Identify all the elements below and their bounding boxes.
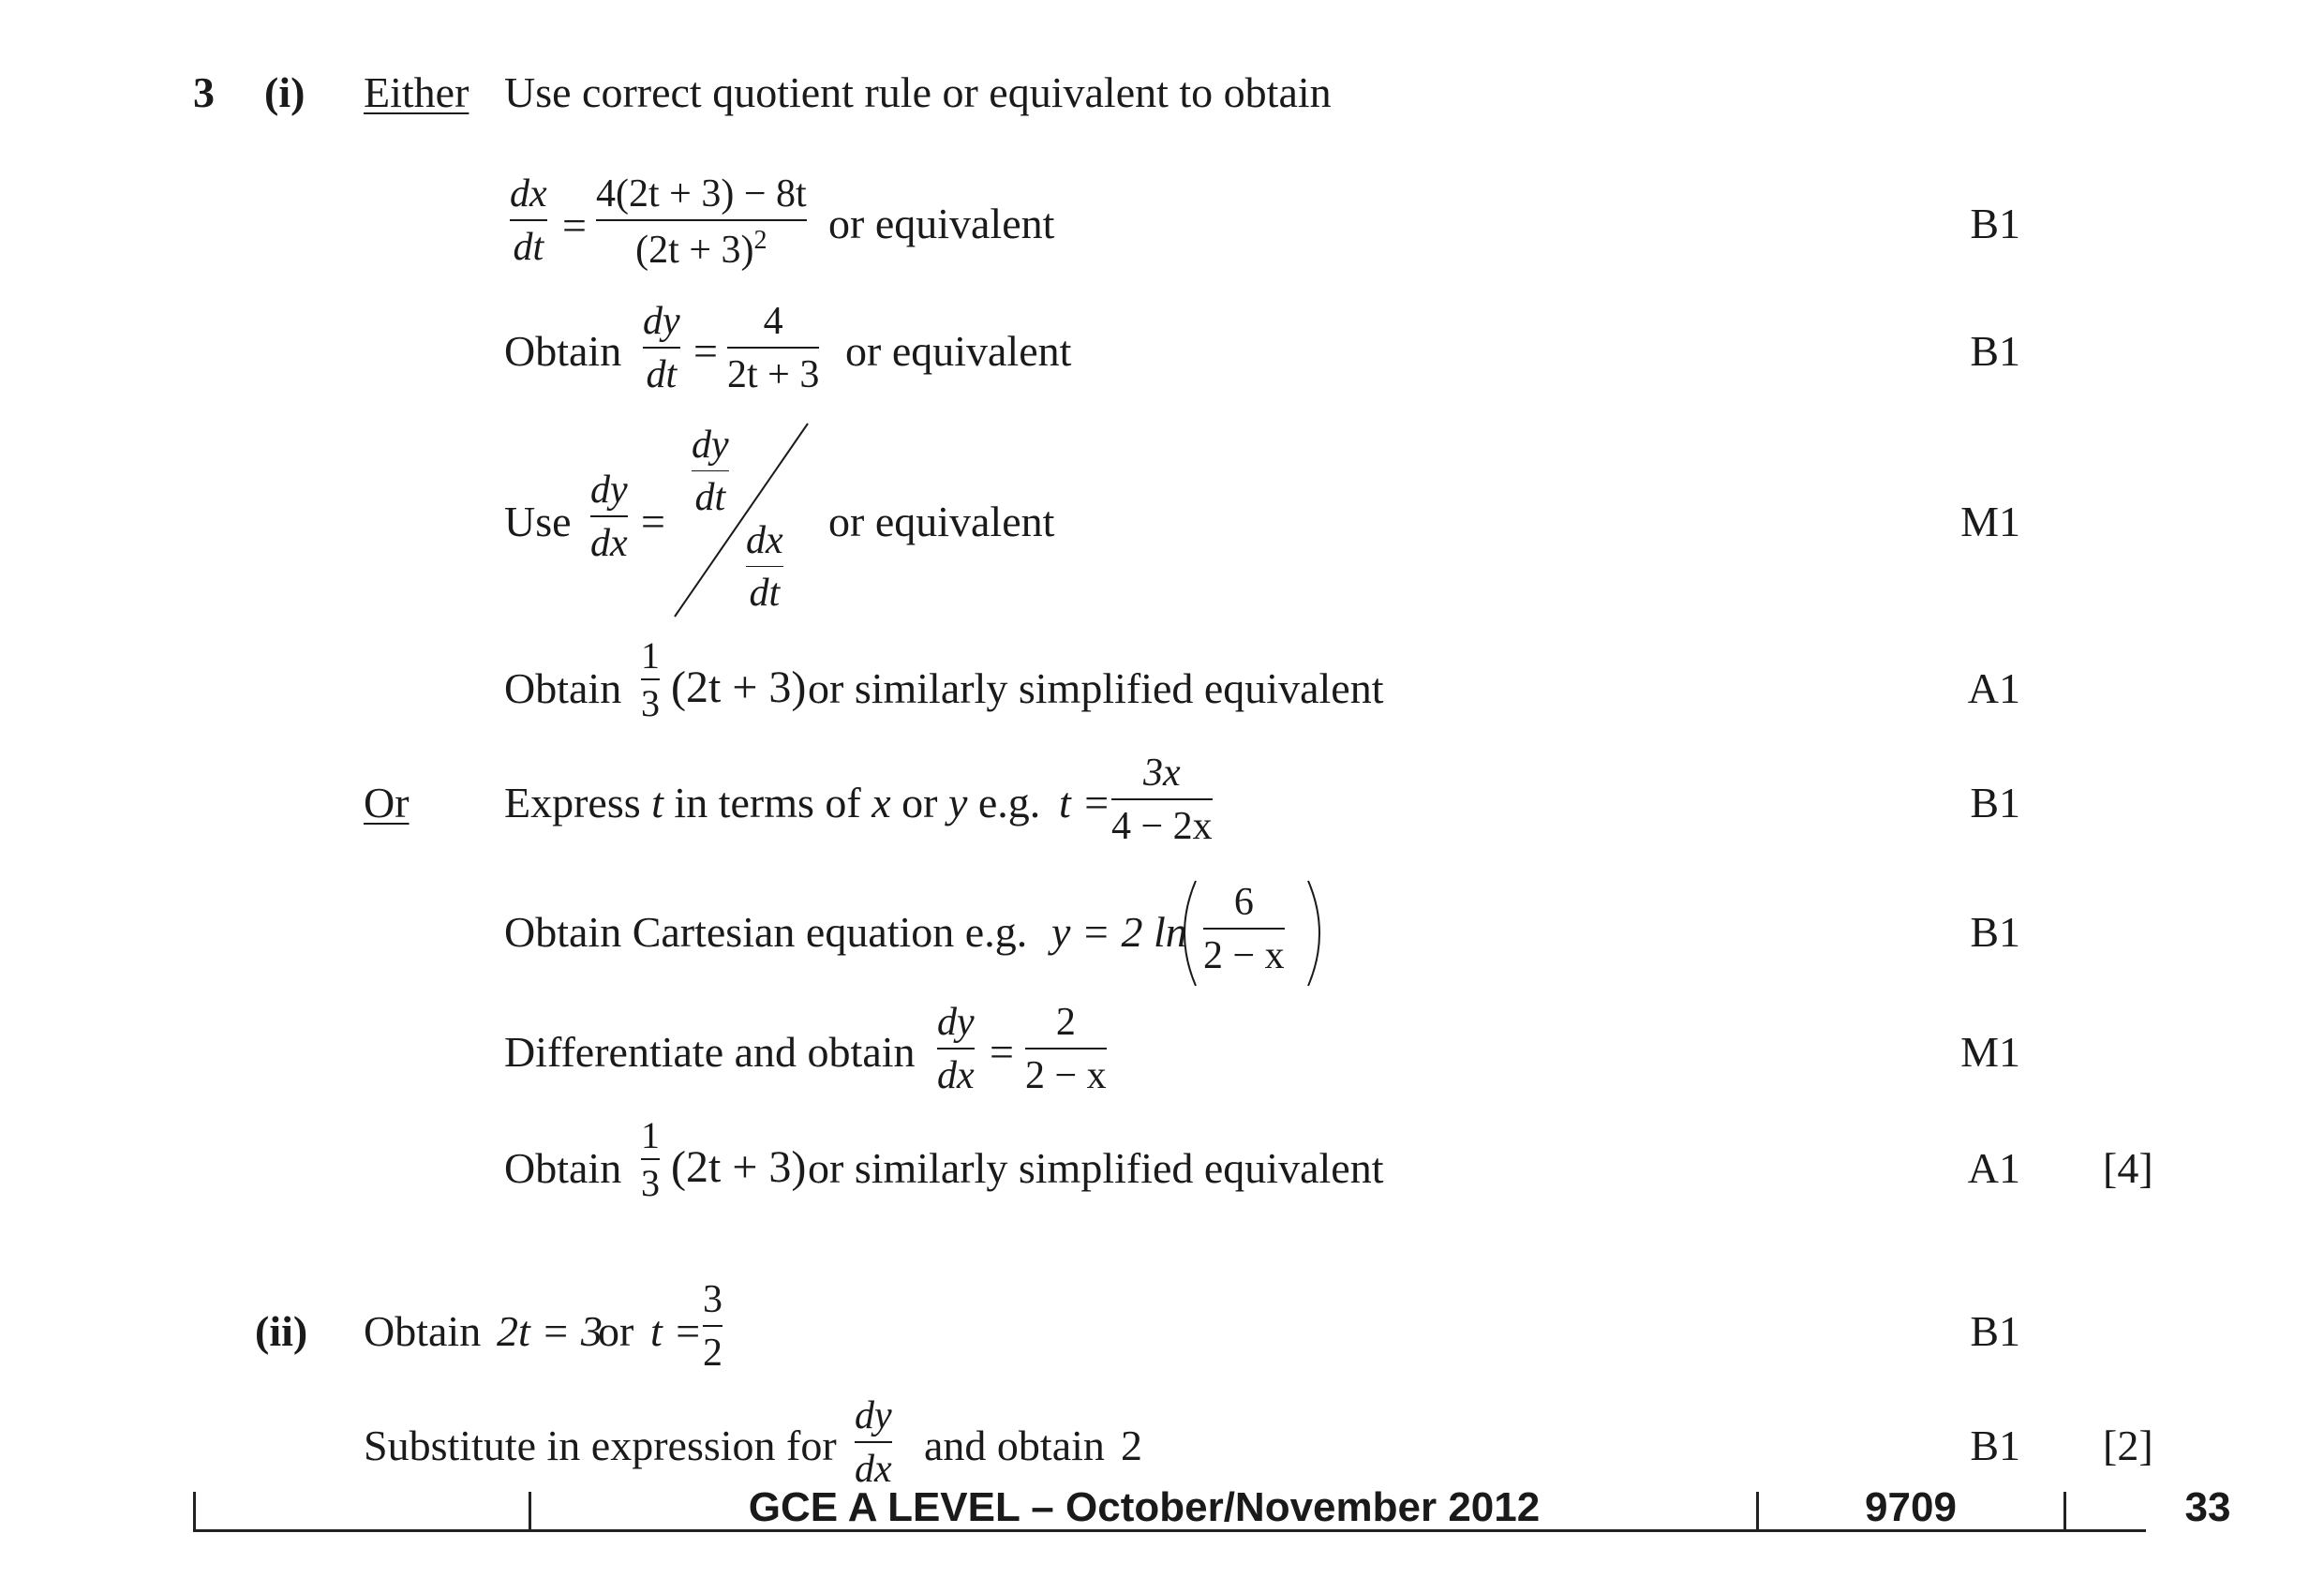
or-label: Or [364, 779, 410, 826]
mark-b1: B1 [1970, 1422, 2020, 1469]
obtain-text: Obtain [504, 1144, 622, 1192]
obtain-text: Obtain [504, 664, 622, 712]
denominator: dt [513, 226, 544, 269]
step3-suffix: or equivalent [828, 498, 1055, 545]
footer-exam: GCE A LEVEL – October/November 2012 [748, 1484, 1541, 1530]
dy-dx-fraction: dy dx [855, 1394, 892, 1491]
alt3-text: Differentiate and obtain [504, 1028, 916, 1076]
part-i-total: [4] [2103, 1144, 2153, 1192]
dy-dx-fraction: dy dx [590, 469, 628, 565]
numerator: 4(2t + 3) − 8t [596, 172, 807, 216]
three-halves-fraction: 3 2 [703, 1278, 723, 1375]
alt1-text: Express t in terms of x or y e.g. [504, 779, 1041, 826]
equals-sign: = [641, 498, 665, 545]
use-text: Use [504, 498, 572, 545]
equals-sign: = [990, 1028, 1014, 1076]
mark-b1: B1 [1970, 779, 2020, 826]
part-i-label: (i) [264, 68, 305, 116]
dy-dt-small-fraction: dy dt [692, 424, 729, 519]
dy-dt-fraction: dy dt [643, 300, 680, 396]
part-ii-total: [2] [2103, 1422, 2153, 1469]
step4-suffix: or similarly simplified equivalent [808, 664, 1384, 712]
step1-suffix: or equivalent [828, 200, 1055, 247]
two-t-equals-3: 2t = 3 [497, 1307, 603, 1355]
and-obtain-text: and obtain [924, 1422, 1105, 1469]
either-label: Either [364, 68, 469, 116]
t-equals: t = [650, 1307, 703, 1355]
y-equals-2ln: y = 2 ln [1051, 908, 1187, 956]
page-footer [193, 1481, 2231, 1532]
equals-sign: = [693, 327, 718, 375]
footer-paper: 33 [2184, 1484, 2231, 1530]
four-over-fraction: 4 2t + 3 [727, 300, 820, 396]
numerator: dx [510, 172, 547, 216]
equals-sign: = [562, 201, 587, 249]
substitute-text: Substitute in expression for [364, 1422, 837, 1469]
mark-b1: B1 [1970, 1307, 2020, 1355]
expression: (2t + 3) [671, 1142, 807, 1192]
mark-m1: M1 [1960, 498, 2020, 545]
question-number: 3 [193, 68, 215, 116]
dy-dx-fraction: dy dx [937, 1001, 975, 1097]
denominator: $(2t + 3)^2$ [635, 226, 767, 272]
mark-b1: B1 [1970, 327, 2020, 375]
mark-a1: A1 [1967, 1144, 2020, 1192]
mark-b1: B1 [1970, 200, 2020, 247]
dx-dt-small-fraction: dx dt [746, 519, 783, 615]
part-ii-label: (ii) [255, 1307, 308, 1355]
or-text: or [598, 1307, 634, 1355]
mark-m1: M1 [1960, 1028, 2020, 1076]
part-i-intro: Use correct quotient rule or equivalent to obtain [504, 68, 1332, 116]
t-equals: t = [1059, 779, 1111, 826]
footer-syllabus: 9709 [1865, 1484, 1957, 1530]
obtain-text: Obtain [504, 327, 622, 375]
mark-a1: A1 [1967, 664, 2020, 712]
result-value: 2 [1121, 1422, 1142, 1469]
alt4-suffix: or similarly simplified equivalent [808, 1144, 1384, 1192]
six-fraction: 6 2 − x [1203, 881, 1285, 977]
step2-suffix: or equivalent [845, 327, 1072, 375]
two-fraction: 2 2 − x [1025, 1001, 1107, 1097]
one-third-fraction: 1 3 [641, 634, 660, 724]
obtain-text: Obtain [364, 1307, 482, 1355]
mark-b1: B1 [1970, 908, 2020, 956]
three-x-fraction: 3x 4 − 2x [1111, 752, 1213, 848]
expression: (2t + 3) [671, 663, 807, 712]
one-third-fraction: 1 3 [641, 1114, 660, 1204]
alt2-text: Obtain Cartesian equation e.g. [504, 908, 1028, 956]
